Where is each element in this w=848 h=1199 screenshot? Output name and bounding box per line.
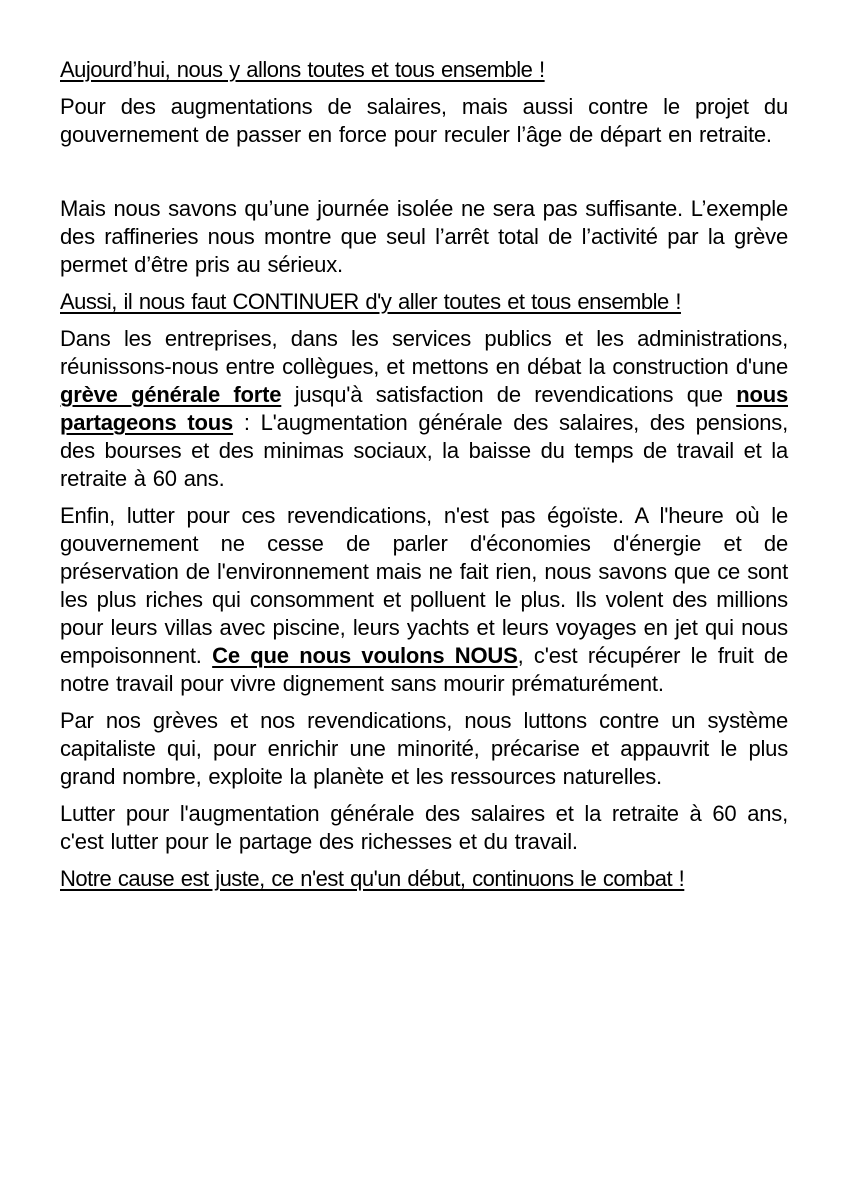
document-paragraph	[60, 195, 788, 279]
text-run: : L'augmentation générale des salaires, des pensions, des bourses et des minimas sociaux, la baisse du temps de travail et la retraite à 60 ans.	[60, 410, 788, 491]
document-paragraph	[60, 800, 788, 856]
emphasized-text: nous partageons tous	[60, 382, 788, 435]
emphasized-text: Ce que nous voulons NOUS	[212, 643, 518, 668]
text-run: jusqu'à satisfaction de revendications que	[281, 382, 737, 407]
document-body	[60, 56, 788, 893]
text-run: Pour des augmentations de salaires, mais aussi contre le projet du gouvernement de passer en force pour reculer l’âge de départ en retraite.	[60, 94, 788, 147]
text-run: Aussi, il nous faut CONTINUER d'y aller toutes et tous ensemble !	[60, 289, 681, 314]
document-paragraph	[60, 707, 788, 791]
document-paragraph	[60, 502, 788, 698]
text-run: Dans les entreprises, dans les services publics et les administrations, réunissons-nous entre collègues, et mettons en débat la construction d'une	[60, 326, 788, 379]
blank-line	[60, 158, 788, 186]
document-heading	[60, 865, 788, 893]
text-run: Par nos grèves et nos revendications, nous luttons contre un système capitaliste qui, pour enrichir une minorité, précarise et appauvrit le plus grand nombre, exploite la planète et les ressources naturelles.	[60, 708, 788, 789]
text-run: Mais nous savons qu’une journée isolée ne sera pas suffisante. L’exemple des raffineries nous montre que seul l’arrêt total de l’activité par la grève permet d’être pris au sérieux.	[60, 196, 788, 277]
text-run: Enfin, lutter pour ces revendications, n'est pas égoïste. A l'heure où le gouvernement ne cesse de parler d'économies d'énergie et de préservation de l'environnement mais ne fait rien, nous savons que ce sont les plus riches qui consomment et polluent le plus. Ils volent des millions pour leurs villas avec piscine, leurs yachts et leurs voyages en jet qui nous empoisonnent.	[60, 503, 788, 668]
document-heading	[60, 56, 788, 84]
document-paragraph	[60, 93, 788, 149]
text-run: , c'est récupérer le fruit de notre travail pour vivre dignement sans mourir prématurément.	[60, 643, 788, 696]
document-heading	[60, 288, 788, 316]
emphasized-text: grève générale forte	[60, 382, 282, 407]
text-run: Lutter pour l'augmentation générale des salaires et la retraite à 60 ans, c'est lutter pour le partage des richesses et du travail.	[60, 801, 788, 854]
text-run: Aujourd’hui, nous y allons toutes et tous ensemble !	[60, 57, 545, 82]
document-paragraph	[60, 325, 788, 493]
text-run: Notre cause est juste, ce n'est qu'un début, continuons le combat !	[60, 866, 685, 891]
